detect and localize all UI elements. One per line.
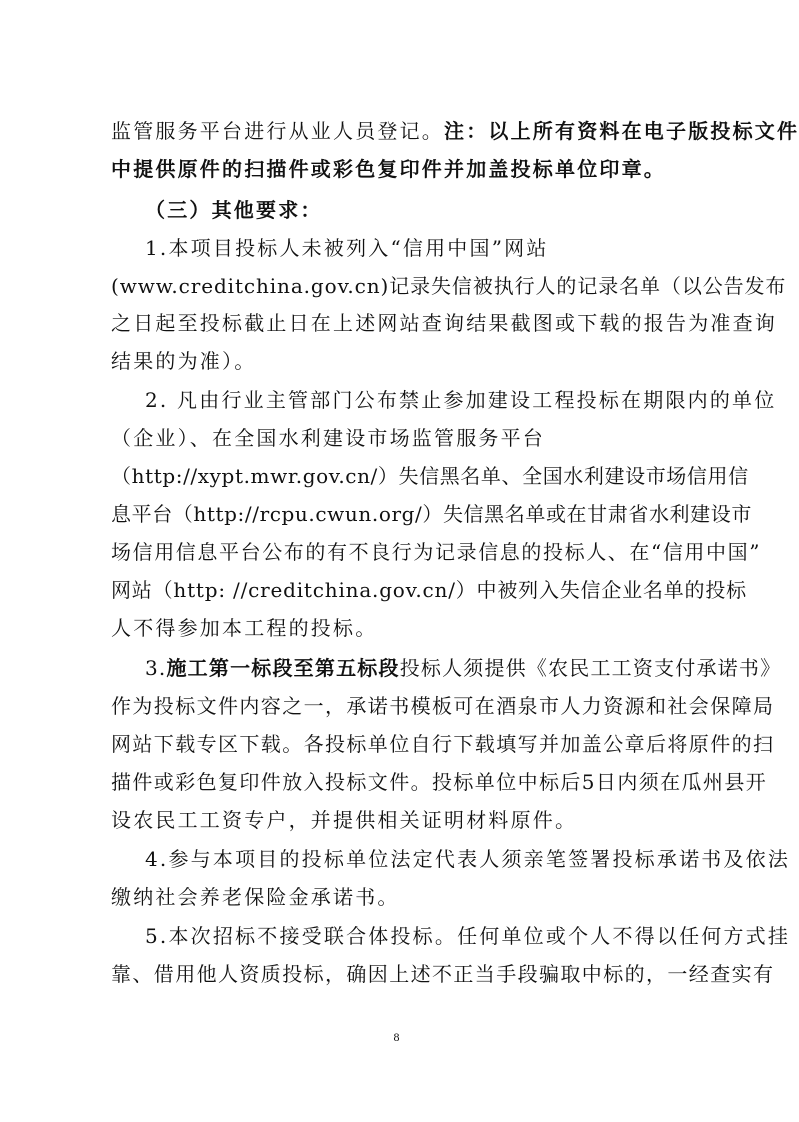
text-run: 1.本项目投标人未被列入“信用中国”网站 [145, 236, 549, 260]
page-number: 8 [393, 1030, 400, 1044]
text-run: 监管服务平台进行从业人员登记。 [111, 119, 444, 143]
text-line [111, 307, 777, 339]
text-run: 结果的为准）。 [111, 349, 257, 373]
text-line [111, 612, 701, 644]
item-3 [145, 652, 782, 684]
item-4 [145, 843, 791, 875]
text-run: 缴纳社会养老保险金承诺书。 [111, 885, 400, 909]
text-run: （http://xypt.mwr.gov.cn/）失信黑名单、全国水利建设市场信用信 [111, 464, 749, 488]
text-line [111, 881, 701, 913]
text-line [111, 958, 775, 990]
bold-section-range: 施工第一标段至第五标段 [166, 656, 400, 680]
text-run: 靠、借用他人资质投标，确因上述不正当手段骗取中标的，一经查实有 [111, 962, 775, 986]
text-line [111, 460, 749, 492]
text-run: 描件或彩色复印件放入投标文件。投标单位中标后5日内须在瓜州县开 [111, 770, 768, 794]
text-line [111, 422, 701, 454]
bold-note-continued [111, 153, 701, 185]
text-run: 5.本次招标不接受联合体投标。任何单位或个人不得以任何方式挂 [145, 924, 791, 948]
text-run: （三）其他要求： [145, 198, 323, 222]
item-1 [145, 232, 701, 264]
text-run: 网站（http: //creditchina.gov.cn/）中被列入失信企业名单的投标 [111, 578, 747, 602]
text-line [111, 804, 701, 836]
bold-note: 注：以上所有资料在电子版投标文件 [444, 119, 799, 143]
text-line [111, 270, 787, 302]
text-run: 设农民工工资专户，并提供相关证明材料原件。 [111, 808, 578, 832]
text-line [111, 115, 799, 147]
text-run: （企业）、在全国水利建设市场监管服务平台 [111, 426, 545, 450]
text-run: 之日起至投标截止日在上述网站查询结果截图或下载的报告为准查询 [111, 311, 777, 335]
text-run: 人不得参加本工程的投标。 [111, 616, 378, 640]
text-line [111, 574, 747, 606]
item-2 [145, 384, 777, 416]
text-line [111, 498, 752, 530]
text-line [111, 766, 768, 798]
text-run: 4.参与本项目的投标单位法定代表人须亲笔签署投标承诺书及依法 [145, 847, 791, 871]
text-line [111, 728, 775, 760]
text-run: 网站下载专区下载。各投标单位自行下载填写并加盖公章后将原件的扫 [111, 732, 775, 756]
text-run: 2. 凡由行业主管部门公布禁止参加建设工程投标在期限内的单位 [145, 388, 777, 412]
text-run: 场信用信息平台公布的有不良行为记录信息的投标人、在“信用中国” [111, 540, 762, 564]
text-line [111, 536, 762, 568]
text-run: 中提供原件的扫描件或彩色复印件并加盖投标单位印章。 [111, 157, 666, 181]
text-run: 作为投标文件内容之一，承诺书模板可在酒泉市人力资源和社会保障局 [111, 694, 775, 718]
text-line [111, 690, 775, 722]
section-heading [145, 194, 701, 226]
text-run: (www.creditchina.gov.cn)记录失信被执行人的记录名单（以公告发布 [111, 274, 787, 298]
text-run: 3. [145, 656, 167, 680]
text-run: 息平台（http://rcpu.cwun.org/）失信黑名单或在甘肃省水利建设市 [111, 502, 752, 526]
text-line [111, 345, 701, 377]
item-5 [145, 920, 791, 952]
text-run: 投标人须提供《农民工工资支付承诺书》 [399, 656, 782, 680]
